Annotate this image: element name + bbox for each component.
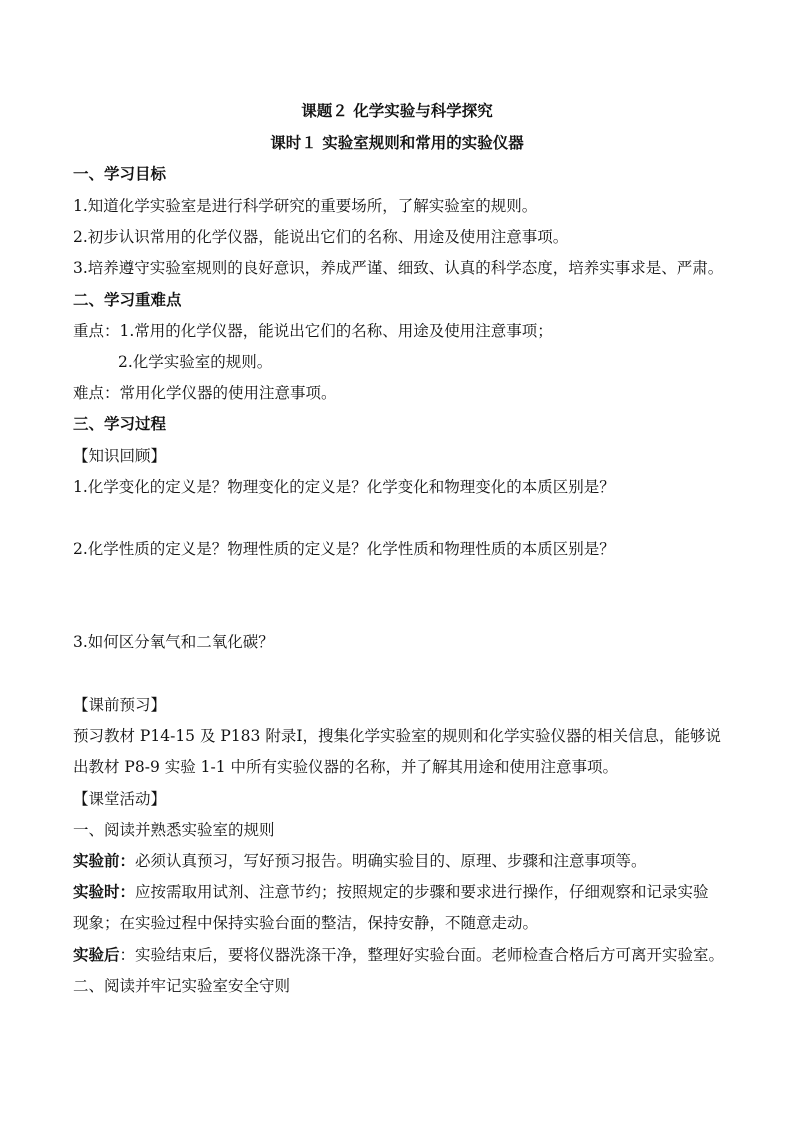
section-heading-objectives: 一、学习目标: [73, 164, 167, 183]
rule-label: 实验后: [73, 945, 120, 964]
objective-item: 1.知道化学实验室是进行科学研究的重要场所，了解实验室的规则。: [73, 197, 538, 215]
review-question: 1.化学变化的定义是？物理变化的定义是？化学变化和物理变化的本质区别是？: [73, 478, 615, 496]
page-subtitle: 课时１ 实验室规则和常用的实验仪器: [270, 133, 524, 152]
rule-label: 实验时：: [73, 882, 136, 901]
page-title: 课题２ 化学实验与科学探究: [301, 101, 493, 120]
activity-heading: 【课堂活动】: [73, 790, 167, 808]
key-point: 2.化学实验室的规则。: [118, 353, 273, 371]
review-question: 2.化学性质的定义是？物理性质的定义是？化学性质和物理性质的本质区别是？: [73, 540, 615, 558]
rule-before: [73, 851, 647, 871]
difficulty-point: 难点：常用化学仪器的使用注意事项。: [73, 384, 337, 402]
rule-text: 应按需取用试剂、注意节约；按照规定的步骤和要求进行操作，仔细观察和记录实验: [135, 883, 709, 901]
review-question: 3.如何区分氧气和二氧化碳？: [73, 633, 274, 651]
objective-item: 3.培养遵守实验室规则的良好意识，养成严谨、细致、认真的科学态度，培养实事求是、严肃。: [73, 259, 724, 277]
activity-item: 二、阅读并牢记实验室安全守则: [73, 977, 291, 995]
objective-item: 2.初步认识常用的化学仪器，能说出它们的名称、用途及使用注意事项。: [73, 228, 569, 246]
rule-text-continued: 现象；在实验过程中保持实验台面的整洁，保持安静，不随意走动。: [73, 914, 539, 932]
section-heading-process: 三、学习过程: [73, 414, 167, 433]
rule-after: [73, 945, 724, 965]
rule-during: [73, 882, 709, 902]
preview-heading: 【课前预习】: [73, 696, 167, 714]
activity-item: 一、阅读并熟悉实验室的规则: [73, 821, 275, 839]
rule-text: ：实验结束后，要将仪器洗涤干净，整理好实验台面。老师检查合格后方可离开实验室。: [119, 946, 725, 964]
section-heading-key-points: 二、学习重难点: [73, 290, 182, 309]
rule-label: 实验前：: [73, 851, 136, 870]
rule-text: 必须认真预习，写好预习报告。明确实验目的、原理、步骤和注意事项等。: [135, 852, 647, 870]
review-heading: 【知识回顾】: [73, 447, 167, 465]
preview-text: 预习教材 P14-15 及 P183 附录Ⅰ，搜集化学实验室的规则和化学实验仪器的相关信息，能够说: [73, 727, 721, 745]
preview-text: 出教材 P8-9 实验 1-1 中所有实验仪器的名称，并了解其用途和使用注意事项。: [73, 758, 619, 776]
key-point: 重点：1.常用的化学仪器，能说出它们的名称、用途及使用注意事项；: [73, 322, 553, 340]
